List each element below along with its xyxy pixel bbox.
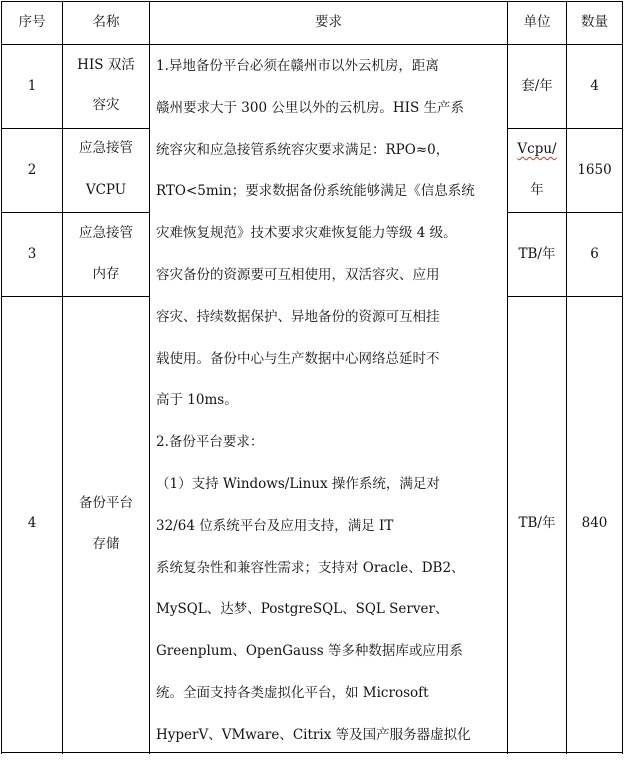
row2-no: 2 [27,162,37,178]
row4-name-line1: 备份平台 [79,495,133,511]
row2-unit-line2: 年 [530,182,544,198]
row3-no: 3 [27,246,37,262]
requirement-line: 统。全面支持各类虚拟化平台，如 Microsoft [156,684,429,701]
requirement-text [156,56,502,767]
row2-qty: 1650 [577,162,612,178]
requirement-line: 32/64 位系统平台及应用支持，满足 IT [156,517,394,534]
requirement-line: 1.异地备份平台必须在赣州市以外云机房，距离 [156,58,439,74]
row1-name-line2: 容灾 [92,97,120,113]
header-quantity: 数量 [581,14,608,30]
requirement-line: RTO<5min；要求数据备份系统能够满足《信息系统 [156,183,475,200]
row4-qty: 840 [581,515,608,531]
header-unit: 单位 [523,14,551,30]
requirement-line: 容灾、持续数据保护、异地备份的资源可互相挂 [156,308,440,325]
header-seq: 序号 [18,14,46,30]
header-name: 名称 [92,14,120,30]
row4-no: 4 [27,515,37,531]
row1-qty: 4 [590,78,599,94]
requirement-line: 灾难恢复规范》技术要求灾难恢复能力等级 4 级。 [156,225,457,242]
requirement-line: 赣州要求大于 300 公里以外的云机房。HIS 生产系 [156,99,464,116]
row1-unit: 套/年 [521,78,553,94]
row4-unit: TB/年 [518,515,556,531]
row3-unit: TB/年 [518,246,556,262]
row3-name-line2: 内存 [92,266,120,282]
header-requirement: 要求 [315,14,342,30]
row1-name-line1: HIS 双活 [77,57,135,73]
requirement-line: （1）支持 Windows/Linux 操作系统，满足对 [156,475,440,492]
requirement-line: 载使用。备份中心与生产数据中心网络总延时不 [156,350,440,367]
requirement-line: 系统复杂性和兼容性需求；支持对 Oracle、DB2、 [156,559,465,576]
requirement-line: Greenplum、OpenGauss 等多种数据库或应用系 [156,643,463,660]
requirement-line: 容灾备份的资源要可互相使用，双活容灾、应用 [156,266,440,283]
row2-unit-line1: Vcpu/ [517,141,557,157]
requirement-line: 统容灾和应急接管系统容灾要求满足：RPO≈0， [156,141,450,158]
row3-qty: 6 [590,246,599,262]
row3-name-line1: 应急接管 [79,225,133,241]
requirement-line: HyperV、VMware、Citrix 等及国产服务器虚拟化 [156,726,471,743]
row1-no: 1 [27,78,37,94]
requirement-line: 高于 10ms。 [156,392,238,409]
requirement-line: MySQL、达梦、PostgreSQL、SQL Server、 [156,601,449,618]
row2-name-line1: 应急接管 [79,140,133,156]
row4-name-line2: 存储 [92,536,120,552]
row2-name-line2: VCPU [85,182,127,198]
requirement-line: 2.备份平台要求： [156,434,264,451]
